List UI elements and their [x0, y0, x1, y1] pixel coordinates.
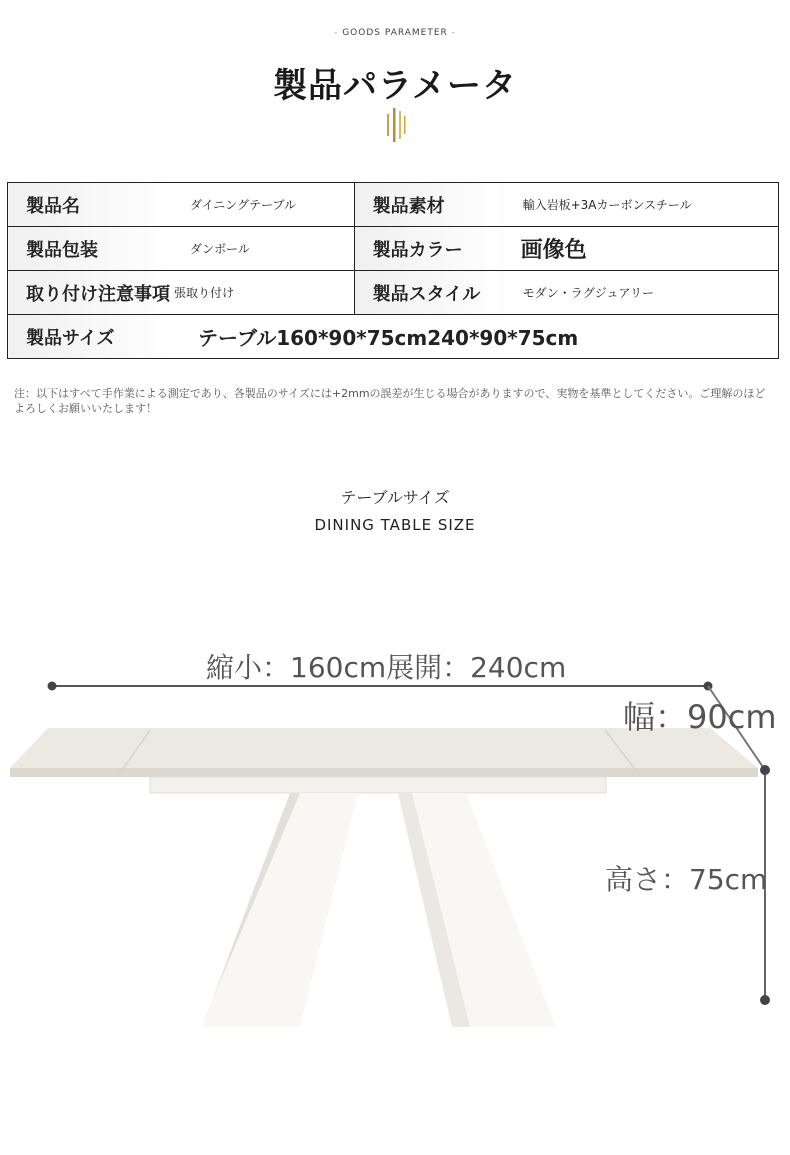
table-leg-right [398, 793, 556, 1027]
param-label-package: 製品包装 [8, 227, 171, 271]
section-subtitle: DINING TABLE SIZE [314, 516, 476, 534]
param-value-material: 輸入岩板+3Aカーボンスチール [503, 183, 779, 227]
param-value-size: テーブル160*90*75cm240*90*75cm [170, 315, 779, 359]
height-dimension-label: 高さ：75cm [605, 863, 768, 896]
height-dimension-endpoint [760, 765, 770, 775]
param-value-style: モダン・ラグジュアリー [503, 271, 779, 315]
header-subtitle: - GOODS PARAMETER - [0, 28, 790, 38]
width-dimension-endpoint [48, 682, 57, 691]
table-apron [150, 777, 606, 793]
param-label-style: 製品スタイル [354, 271, 503, 315]
measurement-note: 注：以下はすべて手作業による測定であり、各製品のサイズには+2mmの誤差が生じる場合がありますので、実物を基準としてください。ご理解のほどよろしくお願いいたします！ [14, 387, 766, 415]
width-dimension-label: 縮小：160cm展開：240cm [206, 651, 567, 684]
param-label-name: 製品名 [8, 183, 171, 227]
param-label-install: 取り付け注意事項 [8, 271, 171, 315]
param-value-color: 画像色 [503, 227, 779, 271]
param-label-color: 製品カラー [354, 227, 503, 271]
depth-dimension-label: 幅：90cm [623, 698, 777, 736]
param-value-install: 張取り付け [170, 271, 354, 315]
height-dimension-endpoint [760, 995, 770, 1005]
section-title: テーブルサイズ [340, 488, 450, 507]
param-value-package: ダンボール [170, 227, 354, 271]
param-value-name: ダイニングテーブル [170, 183, 354, 227]
param-label-material: 製品素材 [354, 183, 503, 227]
param-label-size: 製品サイズ [8, 315, 171, 359]
page-title: 製品パラメータ [273, 66, 517, 106]
